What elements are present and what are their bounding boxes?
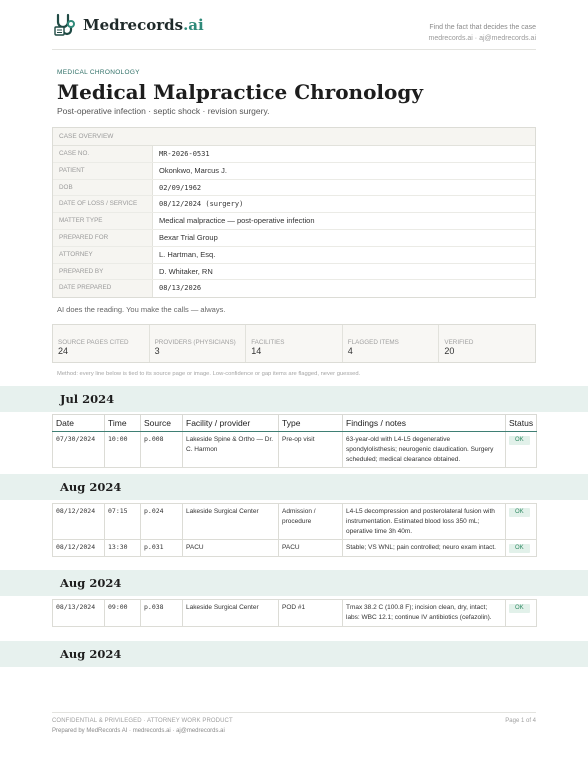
type-cell: Admission / procedure [279,504,343,540]
status-badge: OK [509,436,530,445]
document-type-label: MEDICAL CHRONOLOGY [57,69,140,76]
table-row [53,540,537,557]
time-cell: 13:30 [105,540,141,557]
month-header [0,641,588,667]
date-cell: 08/12/2024 [53,540,105,557]
date-cell: 08/13/2024 [53,600,105,627]
table-row [53,600,537,627]
header-contact: Find the fact that decides the case medrecords.ai · aj@medrecords.ai [428,24,536,42]
findings-cell: L4-L5 decompression and posterolateral fusion with instrumentation. Estimated blood loss 350 mL; operative time 3h 40m. [343,504,506,540]
stat-cell [246,325,343,362]
overview-label: PREPARED BY [53,264,153,280]
source-page-link[interactable]: p.008 [141,432,183,468]
stat-label: FLAGGED ITEMS [347,339,399,346]
time-cell: 07:15 [105,504,141,540]
date-cell: 08/12/2024 [53,504,105,540]
stat-value: 14 [251,346,262,356]
date-cell: 07/30/2024 [53,432,105,468]
overview-row [53,196,535,213]
overview-label: ATTORNEY [53,247,153,263]
ai-disclaimer: AI does the reading. You make the calls — always. [57,305,226,314]
overview-label: DATE PREPARED [53,280,153,297]
header-email-link[interactable]: aj@medrecords.ai [479,35,536,42]
time-cell: 10:00 [105,432,141,468]
work-product-label: ATTORNEY WORK PRODUCT [146,718,233,724]
status-cell [506,432,537,468]
overview-value: 08/13/2026 [159,284,202,293]
column-header: Status [506,415,537,432]
month-header [0,474,588,500]
month-label: Jul 2024 [60,392,115,406]
month-label: Aug 2024 [60,576,122,590]
overview-label: PREPARED FOR [53,230,153,246]
month-label: Aug 2024 [60,480,122,494]
brand-logo[interactable] [52,12,204,38]
header-tagline: Find the fact that decides the case [429,24,536,31]
overview-label: PATIENT [53,163,153,179]
type-cell: Pre-op visit [279,432,343,468]
stat-cell [439,325,535,362]
overview-label: DOB [53,180,153,196]
facility-cell: Lakeside Surgical Center [183,600,279,627]
overview-label: MATTER TYPE [53,213,153,229]
type-cell: PACU [279,540,343,557]
column-header: Source [141,415,183,432]
month-header [0,570,588,596]
overview-label: CASE NO. [53,146,153,162]
overview-value: Okonkwo, Marcus J. [159,165,227,175]
status-badge: OK [509,508,530,517]
chronology-table [52,503,537,557]
overview-value: Medical malpractice — post-operative infection [159,216,315,226]
overview-value: D. Whitaker, RN [159,266,213,276]
table-row [53,504,537,540]
summary-stats [52,324,536,363]
month-label: Aug 2024 [60,647,122,661]
overview-row [53,213,535,230]
status-badge: OK [509,544,530,553]
status-cell [506,600,537,627]
time-cell: 09:00 [105,600,141,627]
stat-label: PROVIDERS (PHYSICIANS) [154,339,236,346]
type-cell: POD #1 [279,600,343,627]
footer-prepared-by: Prepared by MedRecords AI [52,728,128,734]
stat-cell [343,325,440,362]
header-site-link[interactable]: medrecords.ai [428,35,473,42]
page-title: Medical Malpractice Chronology [57,80,423,104]
case-overview-heading: CASE OVERVIEW [53,128,535,146]
chronology-table [52,414,537,468]
stat-label: SOURCE PAGES CITED [58,339,129,346]
page-footer: CONFIDENTIAL & PRIVILEGED · ATTORNEY WORK PRODUCT Prepared by MedRecords AI · medrecords.ai · aj@medrecords.ai Page 1 of 4 [52,712,536,734]
overview-label: DATE OF LOSS / SERVICE [53,196,153,212]
column-header: Time [105,415,141,432]
table-row [53,432,537,468]
overview-row [53,230,535,247]
findings-cell: 63-year-old with L4-L5 degenerative spondylolisthesis; neurogenic claudication. Surgery scheduled; medical clearance obtained. [343,432,506,468]
column-header: Facility / provider [183,415,279,432]
page-header [52,12,536,50]
footer-email-link[interactable]: aj@medrecords.ai [176,728,225,734]
overview-value: 08/12/2024 (surgery) [159,200,244,209]
stat-cell [150,325,247,362]
stat-value: 20 [444,346,455,356]
overview-row [53,180,535,197]
status-cell [506,540,537,557]
page-subtitle: Post-operative infection · septic shock · revision surgery. [57,106,270,116]
overview-value: Bexar Trial Group [159,232,218,242]
overview-value: 02/09/1962 [159,183,202,192]
footer-site-link[interactable]: medrecords.ai [132,728,171,734]
case-overview-table [52,127,536,298]
source-page-link[interactable]: p.024 [141,504,183,540]
brand-name: Medrecords.ai [83,16,204,34]
stat-label: VERIFIED [444,339,474,346]
findings-cell: Stable; VS WNL; pain controlled; neuro exam intact. [343,540,506,557]
facility-cell: Lakeside Spine & Ortho — Dr. C. Harmon [183,432,279,468]
overview-row [53,264,535,281]
stat-value: 24 [58,346,69,356]
overview-value: MR-2026-0531 [159,150,210,158]
facility-cell: Lakeside Surgical Center [183,504,279,540]
overview-row [53,280,535,297]
stat-cell [53,325,150,362]
findings-cell: Tmax 38.2 C (100.8 F); incision clean, dry, intact; labs: WBC 12.1; continue IV antibiotics (cefazolin). [343,600,506,627]
confidential-label: CONFIDENTIAL & PRIVILEGED [52,718,142,724]
stat-value: 4 [347,346,353,356]
status-badge: OK [509,604,530,613]
facility-cell: PACU [183,540,279,557]
overview-value: L. Hartman, Esq. [159,249,216,259]
page-number: Page 1 of 4 [505,718,536,724]
column-header: Date [53,415,105,432]
stat-label: FACILITIES [251,339,285,346]
column-header: Type [279,415,343,432]
stethoscope-icon [52,12,78,38]
table-header-row [53,415,537,432]
month-header [0,386,588,412]
source-page-link[interactable]: p.038 [141,600,183,627]
status-cell [506,504,537,540]
stat-value: 3 [154,346,160,356]
column-header: Findings / notes [343,415,506,432]
overview-row [53,146,535,163]
chronology-table [52,599,537,627]
overview-row [53,247,535,264]
source-page-link[interactable]: p.031 [141,540,183,557]
overview-row [53,163,535,180]
method-note: Method: every line below is tied to its source page or image. Low-confidence or gap items are flagged, never guessed. [57,371,361,377]
